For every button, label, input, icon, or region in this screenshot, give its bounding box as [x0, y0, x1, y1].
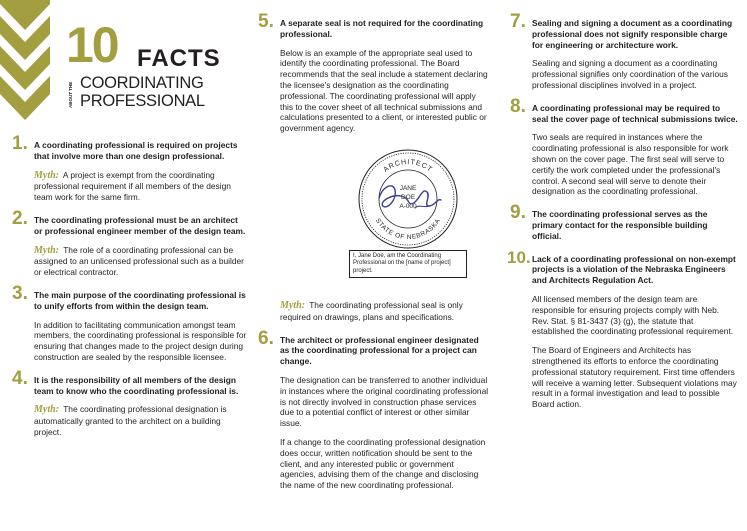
myth-text: The coordinating professional seal is only required on drawings, plans and specifications.: [280, 299, 463, 322]
fact-heading: Sealing and signing a document as a coordinating professional does not signify responsible charge for engineering or architecture work.: [532, 18, 733, 50]
fact-5: [258, 11, 490, 323]
fact-heading: A coordinating professional is required on projects that involve more than one design professional.: [34, 140, 238, 161]
fact-3: [12, 282, 248, 363]
seal-bottom-text: STATE OF NEBRASKA: [373, 217, 443, 242]
fact-number: 3.: [12, 282, 28, 304]
fact-myth: [280, 300, 490, 323]
seal-example: [280, 142, 490, 294]
fact-7: [510, 11, 738, 91]
fact-heading: A coordinating professional may be required to seal the cover page of technical submissions twice.: [532, 102, 738, 124]
fact-9: [510, 202, 738, 241]
svg-text:STATE OF NEBRASKA: [374, 217, 442, 241]
fact-number: 5.: [258, 11, 274, 32]
fact-heading: The main purpose of the coordinating professional is to unify efforts from within the design team.: [34, 289, 246, 311]
fact-number: 8.: [510, 95, 526, 117]
fact-heading: The coordinating professional must be an architect or professional engineer member of the design team.: [34, 214, 246, 236]
seal-statement: I, Jane Doe, am the Coordinating Professional on the [name of project] project.: [349, 250, 467, 278]
fact-number: 2.: [12, 207, 28, 229]
fact-heading: A separate seal is not required for the coordinating professional.: [280, 18, 484, 39]
fact-10: [507, 247, 738, 410]
seal-name-1: JANE: [399, 184, 417, 192]
svg-text:ARCHITECT: [382, 159, 433, 174]
fact-number: 9.: [510, 202, 526, 224]
fact-number: 10.: [507, 247, 531, 267]
myth-text: The role of a coordinating professional can be assigned to an unlicensed professional such as a builder or electrical contractor.: [34, 244, 244, 278]
header-about: ABOUT THE: [68, 81, 73, 109]
seal-name-2: DOE: [400, 193, 416, 201]
fact-myth: [34, 404, 248, 437]
myth-label: Myth:: [34, 404, 59, 416]
chevron-decoration-icon: [0, 0, 50, 130]
header-coordinating: COORDINATING: [80, 74, 204, 92]
fact-4: [12, 367, 248, 438]
header-facts: FACTS: [137, 45, 221, 72]
fact-heading: The architect or professional engineer designated as the coordinating professional for a project can change.: [280, 334, 479, 367]
seal-id: A-000: [399, 202, 417, 210]
fact-body: In addition to facilitating communication amongst team members, the coordinating professional is responsible for ensuring that changes made to the project design during construction are sealed by the responsible licensee.: [34, 319, 247, 362]
myth-label: Myth:: [34, 169, 59, 181]
column-1: [12, 133, 248, 446]
fact-myth: [34, 170, 248, 203]
seal-top-text: ARCHITECT: [382, 158, 434, 174]
fact-body: All licensed members of the design team are responsible for ensuring projects comply with Neb. Rev. Stat. § 81-3437 (3) (g), the statute that established the coordinating professional requirement.: [532, 293, 734, 337]
fact-number: 1.: [12, 133, 28, 154]
fact-heading: It is the responsibility of all members of the design team to know who the coordinating professional is.: [34, 374, 239, 396]
fact-body-2: The Board of Engineers and Architects has strengthened its efforts to enforce the coordinating professional statutory requirement. First time offenders will receive a warning letter. Subsequent violations may result in a formal investigation and lead to possible Board action.: [532, 345, 737, 410]
fact-2: [12, 207, 248, 278]
fact-number: 7.: [510, 11, 526, 32]
fact-number: 4.: [12, 367, 28, 389]
fact-body: Below is an example of the appropriate seal used to identify the coordinating professional. The Board recommends that the seal include a statement declaring the licensee's designation as the coordinating professional. The coordinating professional will apply this to the cover sheet of all technical submissions and calculations presented to a client, or interested public or government agency.: [280, 47, 488, 134]
fact-heading: The coordinating professional serves as the primary contact for the responsible building official.: [532, 209, 708, 241]
fact-body: Sealing and signing a document as a coordinating professional signifies only coordination of the various professional disciplines involved in a project.: [532, 58, 728, 90]
header-professional: PROFESSIONAL: [80, 92, 205, 110]
fact-6: [258, 327, 490, 491]
fact-body-2: If a change to the coordinating professional designation does occur, written notification should be sent to the client, and any interested public or government agencies, advising them of the change and disclosing the name of the new coordinating professional.: [280, 436, 486, 491]
header-number: 10: [66, 17, 118, 73]
column-2: [258, 11, 490, 499]
myth-text: The coordinating professional designation is automatically granted to the architect on a building project.: [34, 404, 227, 437]
myth-label: Myth:: [280, 299, 305, 311]
seal-icon: [357, 148, 459, 250]
fact-body: The designation can be transferred to another individual in instances where the original coordinating professional is not directly involved in construction phase services due to a potential conflict of interest or other similar issue.: [280, 374, 489, 429]
fact-myth: [34, 245, 248, 278]
fact-body: Two seals are required in instances where the coordinating professional is also responsible for work shown on the cover page. The first seal will serve to certify the work completed under the professional's control. A second seal will serve to denote their designation as the coordinating professional.: [532, 132, 729, 197]
fact-number: 6.: [258, 327, 274, 349]
column-3: [507, 11, 738, 418]
fact-1: [12, 133, 248, 203]
myth-label: Myth:: [34, 244, 59, 256]
myth-text: A project is exempt from the coordinating professional requirement if all members of the design team work for the same firm.: [34, 169, 231, 203]
fact-heading: Lack of a coordinating professional on non-exempt projects is a violation of the Nebraska Engineers and Architects Regulation Act.: [532, 253, 736, 286]
fact-8: [510, 95, 738, 197]
